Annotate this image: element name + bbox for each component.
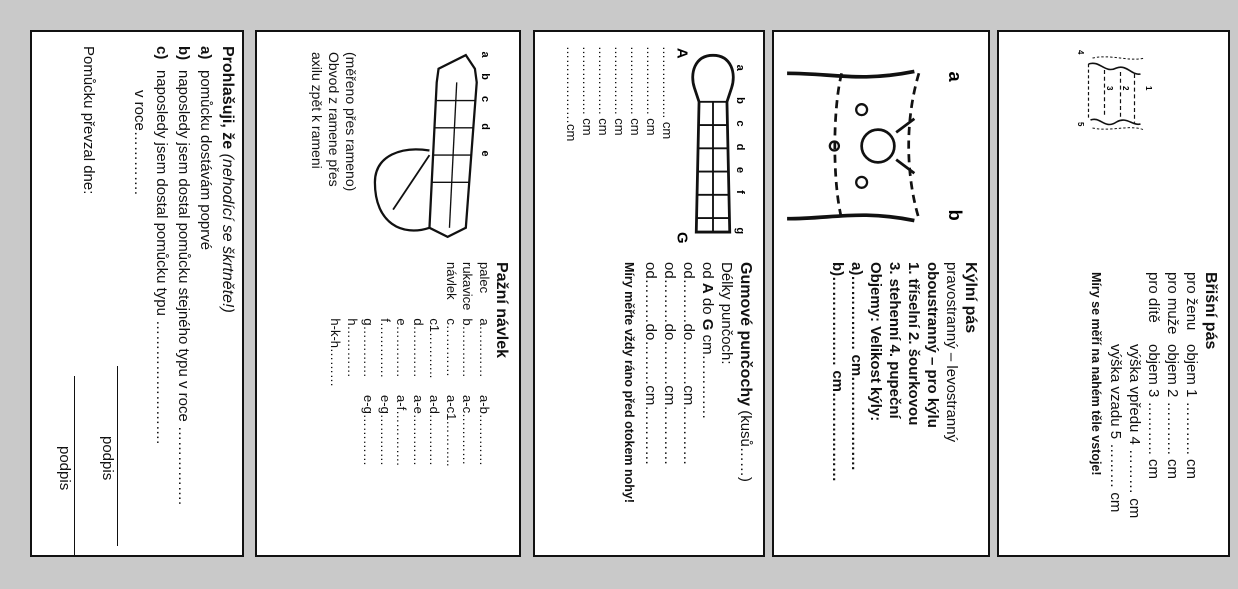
brisni-title: Břišní pás [1202, 272, 1219, 350]
hernia-label-b: b [944, 209, 965, 221]
pazni-text [327, 262, 511, 554]
gumove-row-4: od………do………cm………… [642, 262, 659, 466]
gumove-row-3: od………do………cm………… [661, 262, 678, 466]
belly-label-1: 1 [1144, 86, 1154, 91]
prohlasuji-c: c)naposledy jsem dostal pomůcku typu ……………………. [153, 46, 170, 445]
leg-measure-list [563, 46, 675, 256]
leg-label-f: f [734, 190, 747, 194]
leg-measure-b: ……………. cm [580, 46, 595, 136]
arm-label-c: c [479, 96, 492, 103]
arm-label-a: a [479, 51, 492, 58]
kylni-line-2: oboustranný – pro kýlu [924, 262, 941, 428]
kylni-line-3: 1. tříselní 2. šourkovou [905, 262, 922, 426]
leg-label-A: A [673, 47, 690, 59]
leg-measure-c: ……………. cm [596, 46, 611, 136]
brisni-row-1: pro ženuobjem 1 ……….. cm [1183, 272, 1200, 480]
leg-label-a: a [734, 64, 747, 71]
kylni-line-1: pravostranný – levostranný [943, 262, 960, 443]
kylni-title: Kýlní pás [962, 262, 979, 334]
gumove-title-line [736, 262, 755, 554]
pazni-table [327, 262, 492, 554]
gumove-title: Gumové punčochy [737, 262, 754, 407]
leg-label-e: e [734, 166, 747, 174]
gumove-title-suffix: (kusů……) [737, 406, 754, 482]
gumove-note: Míry měřte vždy ráno před otokem nohy! [622, 262, 636, 504]
belly-belt-diagram [1013, 46, 1218, 246]
signature-line-1 [117, 366, 118, 546]
panel-brisni-pas [997, 30, 1230, 557]
prohlasuji-b: b)naposledy jsem dostal pomůcku stejného typu v roce ……………. [175, 46, 192, 506]
leg-label-b: b [734, 97, 747, 104]
belly-label-5: 5 [1076, 122, 1086, 127]
pazni-note-2: Obvod z ramene přes [326, 52, 342, 187]
gumove-row-1: od A do G cm…………. [699, 262, 716, 419]
gumove-delky: Délky punčoch: [718, 262, 735, 365]
arm-sleeve-diagram [359, 46, 509, 246]
brisni-row-4: výška vpředu 4 ……… cm [1126, 344, 1143, 519]
pazni-notes [308, 52, 359, 252]
brisni-text [1087, 272, 1220, 552]
leg-label-g: g [734, 227, 747, 235]
leg-measure-a: ………………cm [564, 46, 579, 142]
arm-label-b: b [479, 73, 492, 80]
brisni-row-5: výška vzadu 5 ……… cm [1107, 344, 1124, 513]
brisni-note: Míry se měří na nahém těle vstoje! [1089, 272, 1103, 476]
leg-label-d: d [734, 143, 747, 151]
kylni-text [828, 262, 980, 552]
prohlasuji-title: Prohlašuji, že [219, 46, 236, 154]
pazni-title: Pažní návlek [493, 262, 510, 359]
pazni-types: palec rukavice návlek [444, 262, 492, 311]
prohlasuji-title-line [216, 46, 238, 543]
podpis-1: podpis [99, 436, 116, 481]
podpis-2: podpis [56, 446, 73, 491]
pazni-col2: a………… b………… c………… c1……….. d………… e………… f…………. g………… h………… h-k-h……… [328, 318, 492, 388]
prohlasuji-a: a)pomůcku dostávám poprvé [197, 46, 214, 251]
leg-label-G: G [673, 232, 690, 244]
panel-prohlasuji [30, 30, 244, 557]
prohlasuji-c-2: v roce…………. [131, 90, 148, 196]
hernia-label-a: a [944, 71, 965, 82]
panel-kylni-pas [772, 30, 990, 557]
panel-pazni-navlek [255, 30, 521, 557]
belly-label-3: 3 [1104, 86, 1114, 91]
leg-measure-d: ……………. cm [612, 46, 627, 136]
kylni-line-5: Objemy: Velikost kýly: [867, 262, 884, 422]
leg-measure-g: …………….. cm [660, 46, 675, 140]
kylni-line-4: 3. stehenní 4. pupeční [886, 262, 903, 419]
kylni-line-7: b)……………… cm……………… [829, 262, 846, 483]
belly-label-4: 4 [1076, 50, 1086, 55]
gumove-text [620, 262, 755, 554]
prevzal: Pomůcku převzal dne: [80, 46, 97, 195]
kylni-line-6: a)…………… cm………………. [848, 262, 865, 471]
arm-label-d: d [479, 123, 492, 130]
leg-measure-e: ……………. cm [628, 46, 643, 136]
arm-label-e: e [479, 150, 492, 157]
pazni-note-3: axilu zpět k rameni [309, 52, 325, 169]
brisni-row-2: pro mužeobjem 2 ……….. cm [1164, 272, 1181, 480]
brisni-row-3: pro dítěobjem 3 ……….. cm [1145, 272, 1162, 480]
hernia-belt-diagram [778, 46, 978, 246]
stocking-leg-diagram [673, 46, 753, 246]
signature-line-2 [74, 376, 75, 556]
belly-label-2: 2 [1120, 86, 1130, 91]
prohlasuji-title-italic: (nehodící se škrtněte!) [219, 153, 236, 313]
panel-gumove-puncochy [533, 30, 765, 557]
leg-label-c: c [734, 120, 747, 127]
pazni-col3: a-b………… a-c………… a-c1……….. a-d………… a-e………… a-f…………. e-g………… e-g………… [361, 395, 492, 467]
leg-measure-f: ……………. cm [644, 46, 659, 136]
gumove-row-2: od………do………cm………… [680, 262, 697, 466]
pazni-note-1: (měřeno přes rameno) [343, 52, 359, 192]
